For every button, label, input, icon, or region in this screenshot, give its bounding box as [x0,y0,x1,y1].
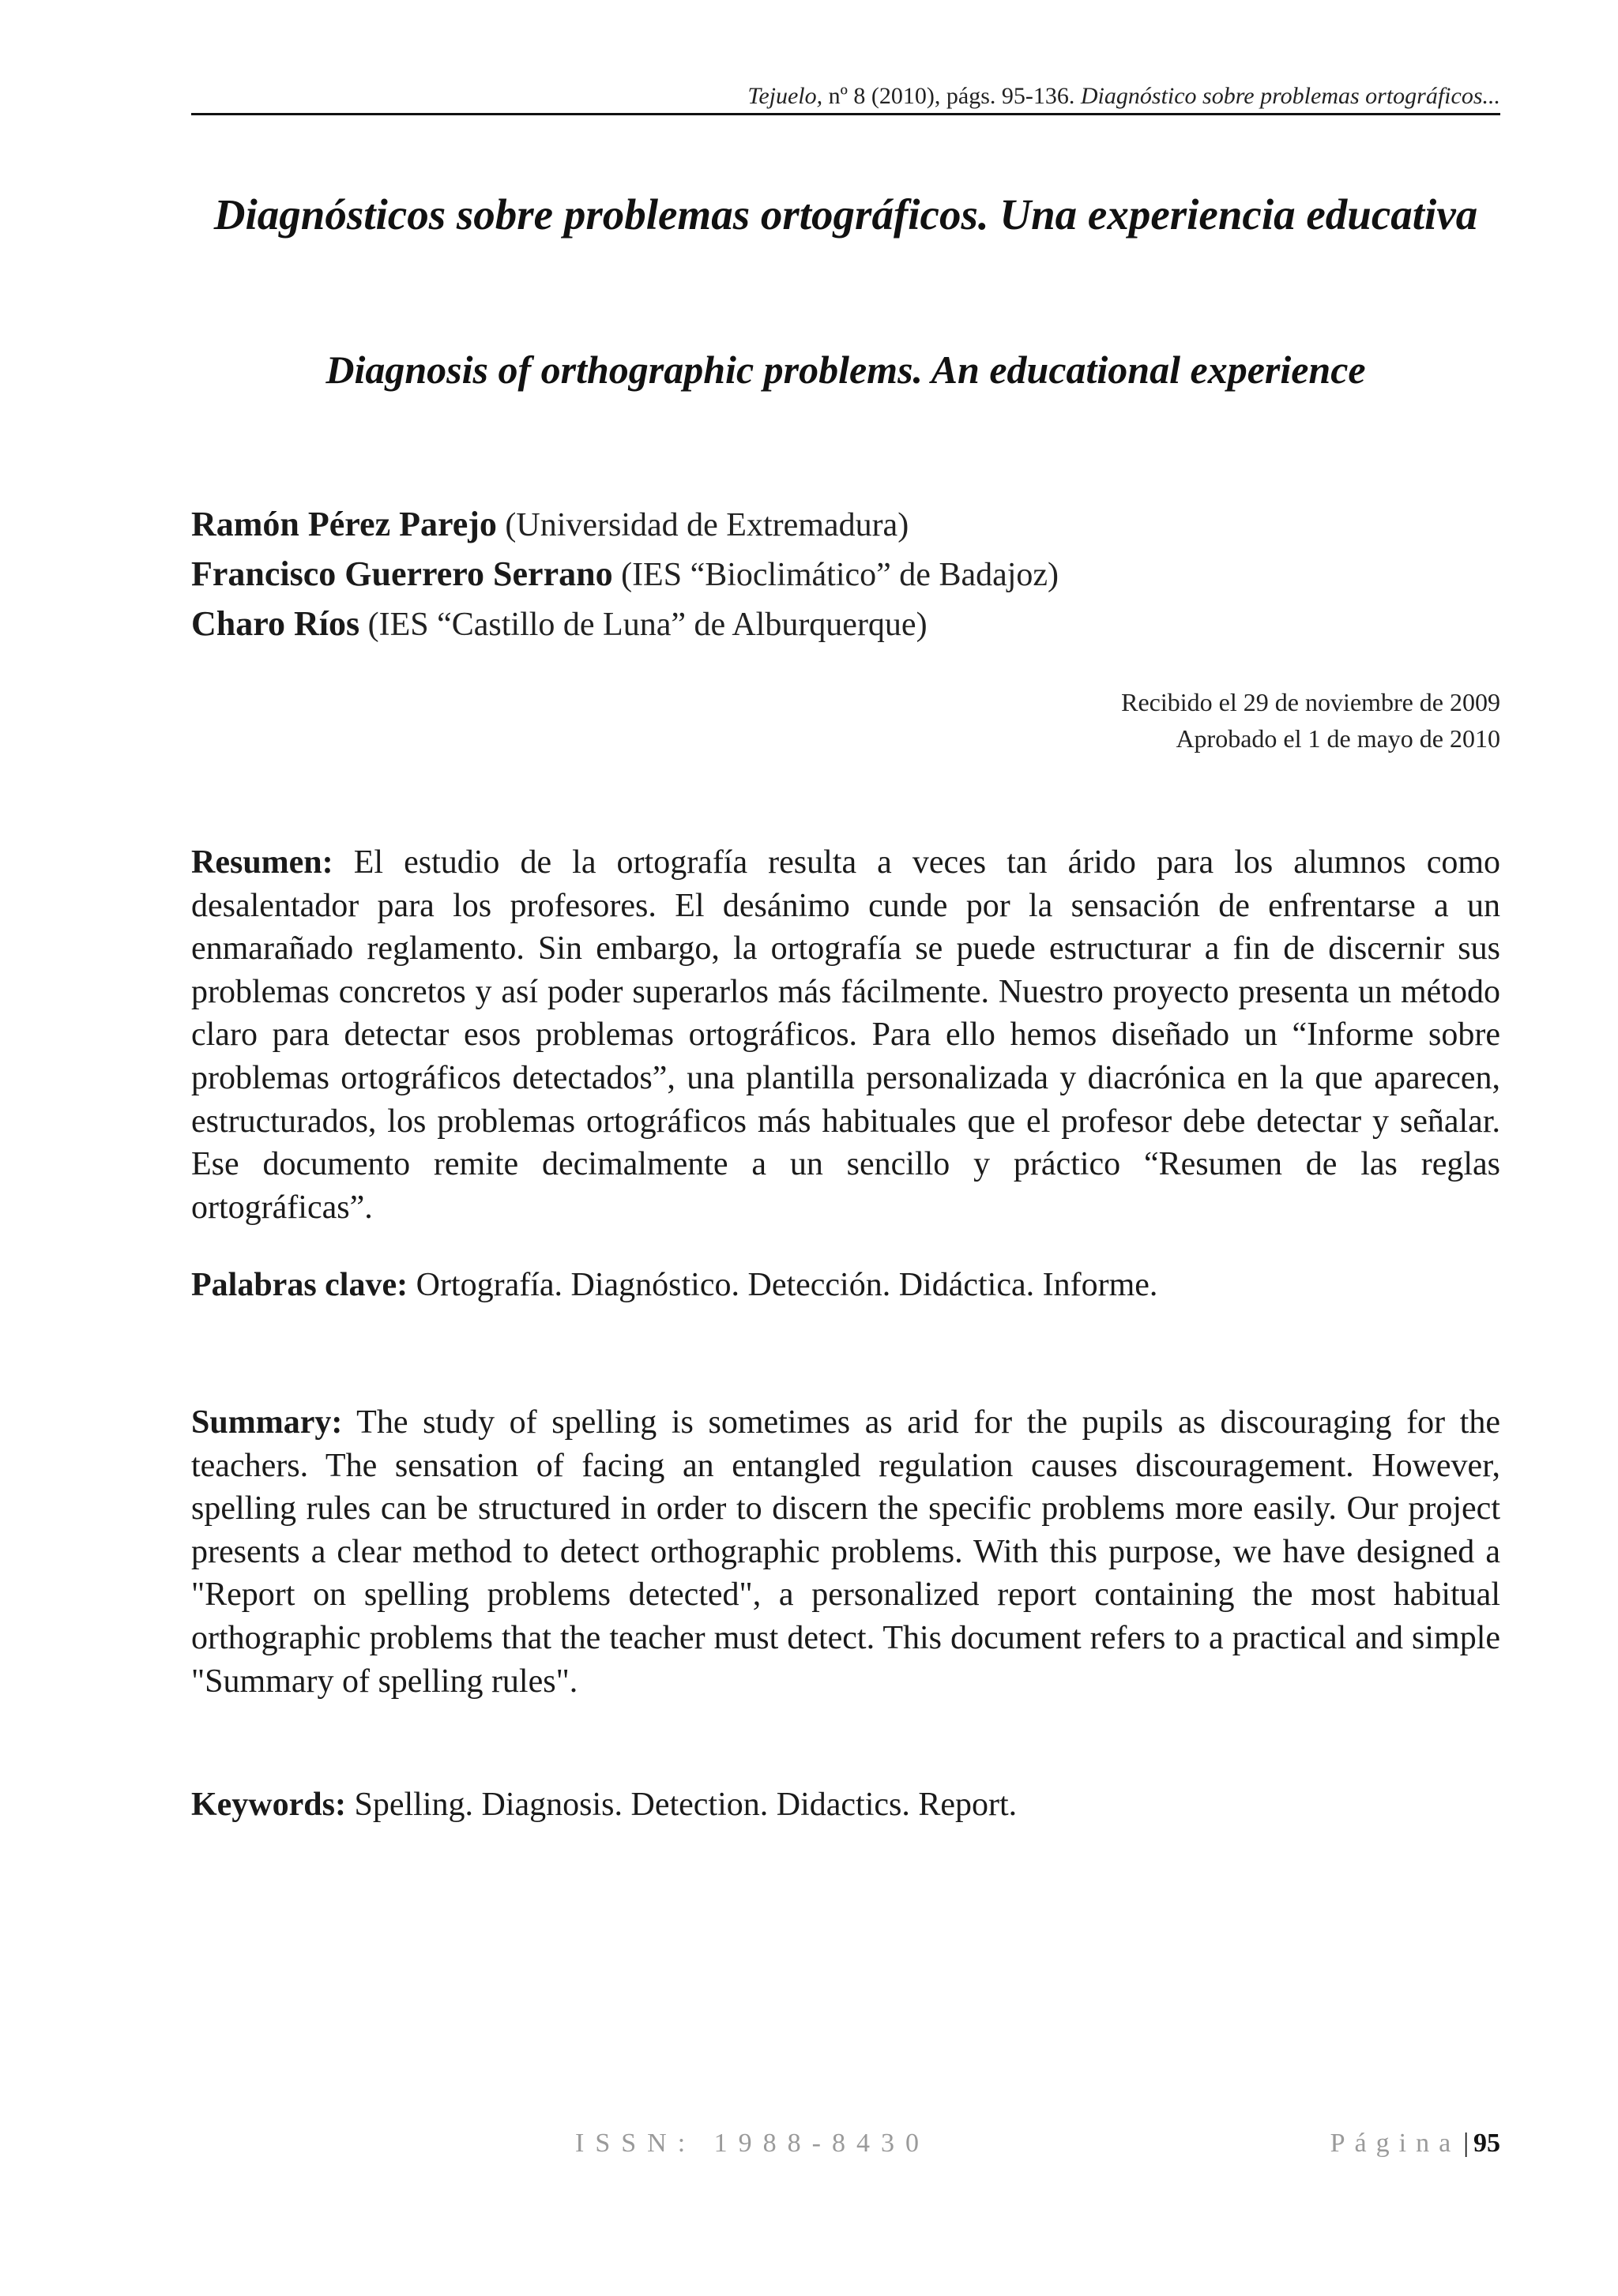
issue-info: nº 8 (2010), págs. 95-136. [822,83,1081,109]
page-word: Página [1330,2129,1461,2158]
title-english: Diagnosis of orthographic problems. An educational experience [325,348,1366,392]
keywords-english [191,1783,1500,1827]
short-title: Diagnóstico sobre problemas ortográficos... [1080,83,1500,109]
abstract-spanish [191,841,1500,1229]
submission-dates [191,684,1500,757]
journal-name: Tejuelo, [747,83,823,109]
author-name: Ramón Pérez Parejo [191,505,497,543]
author-list [191,500,1500,649]
author-affiliation: (IES “Castillo de Luna” de Alburquerque) [367,607,928,643]
abstract-english [191,1401,1500,1703]
footer-issn: ISSN: 1988-8430 [575,2129,930,2158]
header-rule [191,113,1500,115]
author-name: Charo Ríos [191,604,360,643]
page-number: 95 [1473,2129,1500,2158]
author-affiliation: (Universidad de Extremadura) [505,507,909,543]
keywords-english-text: Spelling. Diagnosis. Detection. Didactics. Report. [354,1787,1018,1823]
title-spanish: Diagnósticos sobre problemas ortográficos. Una experiencia educativa [213,190,1478,239]
keywords-english-label: Keywords: [191,1787,346,1823]
abstract-english-text: The study of spelling is sometimes as arid for the pupils as discouraging for the teachers. The sensation of facing an entangled regulation causes discouragement. However, spelling rules can be structured in order to discern the specific problems more easily. Our project presents a clear method to detect orthographic problems. With this purpose, we have designed a "Report on spelling problems detected", a personalized report containing the most habitual orthographic problems that the teacher must detect. This document refers to a practical and simple "Summary of spelling rules". [191,1404,1500,1700]
author-affiliation: (IES “Bioclimático” de Badajoz) [621,557,1059,593]
author-entry [191,599,1500,649]
author-entry [191,550,1500,599]
page-separator: | [1463,2129,1469,2158]
abstract-spanish-label: Resumen: [191,844,333,881]
abstract-english-label: Summary: [191,1404,343,1441]
footer-page-number [1330,2128,1500,2159]
keywords-spanish-text: Ortografía. Diagnóstico. Detección. Didáctica. Informe. [416,1267,1158,1303]
running-header [191,82,1500,111]
approved-date: Aprobado el 1 de mayo de 2010 [1176,724,1500,753]
author-name: Francisco Guerrero Serrano [191,554,613,593]
keywords-spanish [191,1264,1500,1307]
keywords-spanish-label: Palabras clave: [191,1267,408,1303]
received-date: Recibido el 29 de noviembre de 2009 [1121,688,1500,716]
abstract-spanish-text: El estudio de la ortografía resulta a veces tan árido para los alumnos como desalentador para los profesores. El desánimo cunde por la sensación de enfrentarse a un enmarañado reglamento. Sin embargo, la ortografía se puede estructurar a fin de discernir sus problemas concretos y así poder superarlos más fácilmente. Nuestro proyecto presenta un método claro para detectar esos problemas ortográficos. Para ello hemos diseñado un “Informe sobre problemas ortográficos detectados”, una plantilla personalizada y diacrónica en la que aparecen, estructurados, los problemas ortográficos más habituales que el profesor debe detectar y señalar. Ese documento remite decimalmente a un sencillo y práctico “Resumen de las reglas ortográficas”. [191,844,1500,1226]
author-entry [191,500,1500,550]
